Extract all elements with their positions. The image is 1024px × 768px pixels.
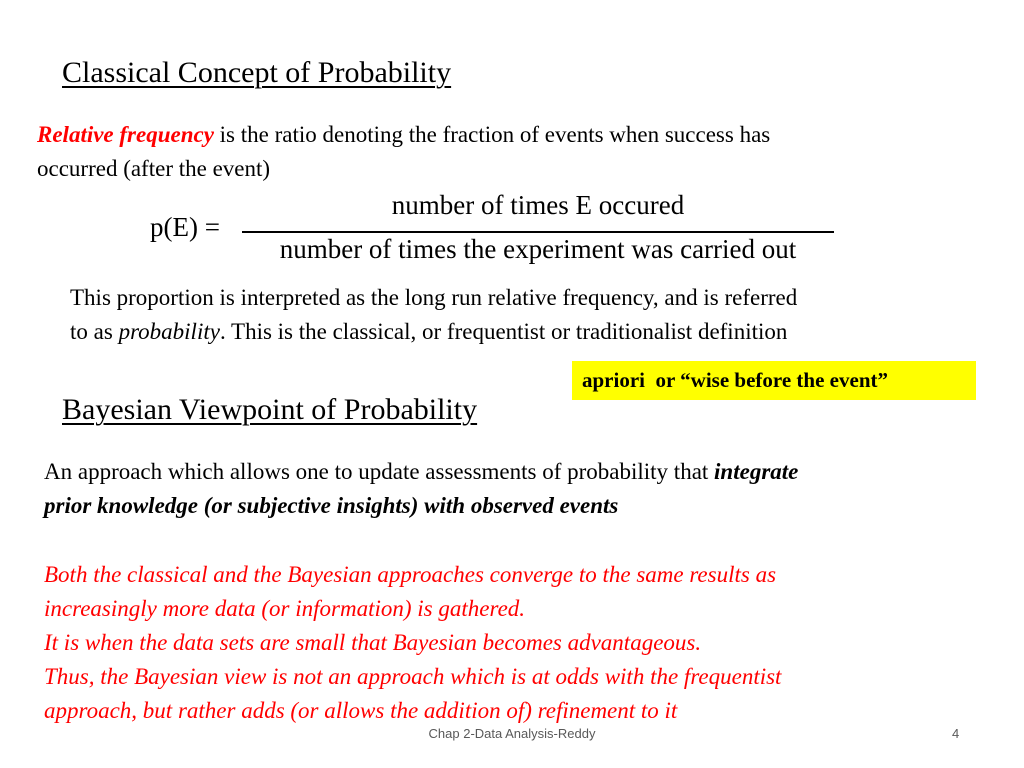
bayesian-text-plain: An approach which allows one to update assessments of probability that <box>44 459 715 484</box>
bayesian-line-1 <box>44 455 1004 489</box>
definition-text-1: is the ratio denoting the fraction of events when success has <box>213 122 771 147</box>
footer-title: Chap 2-Data Analysis-Reddy <box>428 726 596 741</box>
bayesian-paragraph <box>44 455 1004 523</box>
definition-line-2: occurred (after the event) <box>37 156 271 181</box>
note-line: It is when the data sets are small that Bayesian becomes advantageous. <box>44 630 702 655</box>
interpretation-text-post: . This is the classical, or frequentist or traditionalist definition <box>219 319 788 344</box>
interpretation-text-pre: to as <box>70 319 119 344</box>
apriori-callout <box>572 361 976 400</box>
note-line: Both the classical and the Bayesian approaches converge to the same results as <box>44 562 777 587</box>
definition-paragraph <box>37 118 997 186</box>
definition-line-1 <box>37 118 997 152</box>
page-number: 4 <box>952 726 960 741</box>
note-line: Thus, the Bayesian view is not an approach which is at odds with the frequentist <box>44 664 782 689</box>
note-line: increasingly more data (or information) is gathered. <box>44 596 526 621</box>
note-line: approach, but rather adds (or allows the addition of) refinement to it <box>44 698 678 723</box>
interpretation-paragraph <box>70 281 1000 349</box>
heading-bayesian-viewpoint: Bayesian Viewpoint of Probability <box>62 393 478 426</box>
bayesian-text-emphasis-2: prior knowledge (or subjective insights) with observed events <box>44 493 619 518</box>
fraction-bar <box>242 231 834 233</box>
term-probability: probability <box>118 319 220 344</box>
formula-denominator: number of times the experiment was carried out <box>279 234 797 264</box>
bayesian-text-emphasis-1: integrate <box>714 459 799 484</box>
interpretation-line-1: This proportion is interpreted as the long run relative frequency, and is referred <box>70 285 798 310</box>
formula-lhs: p(E) = <box>150 212 220 242</box>
heading-classical-concept: Classical Concept of Probability <box>62 56 452 89</box>
convergence-note <box>44 558 1004 728</box>
callout-text: apriori or “wise before the event” <box>582 368 888 392</box>
term-relative-frequency: Relative frequency <box>37 122 214 147</box>
formula-numerator: number of times E occured <box>391 190 685 220</box>
interpretation-line-2 <box>70 315 1000 349</box>
